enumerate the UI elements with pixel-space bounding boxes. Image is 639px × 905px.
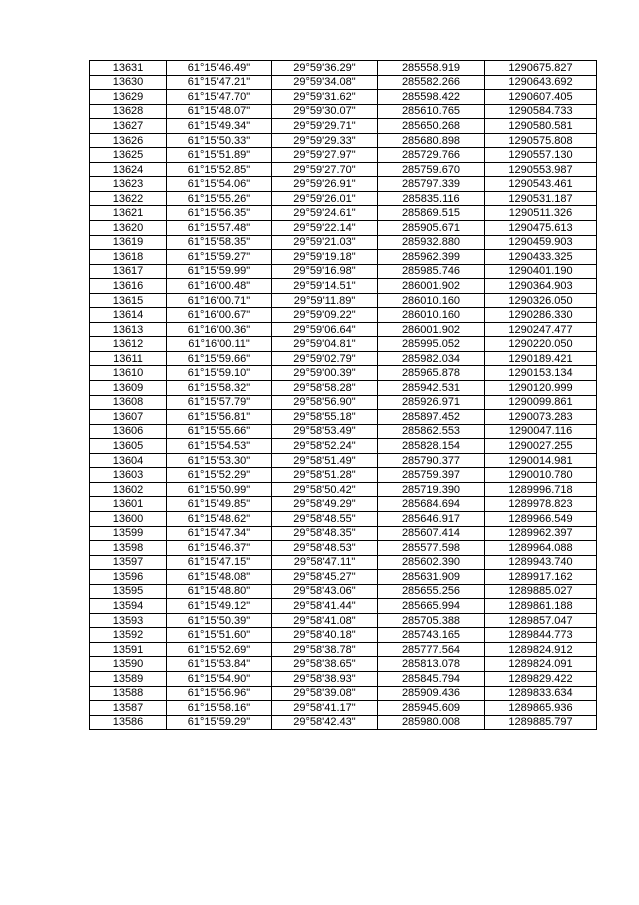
easting-cell: 285980.008 <box>378 715 485 730</box>
point-id-cell: 13629 <box>90 90 167 105</box>
table-row <box>90 541 597 556</box>
northing-cell: 1290433.325 <box>485 250 597 265</box>
point-id-cell: 13626 <box>90 133 167 148</box>
northing-cell: 1290364.903 <box>485 279 597 294</box>
northing-cell: 1290607.405 <box>485 90 597 105</box>
table-row <box>90 250 597 265</box>
table-row <box>90 715 597 730</box>
northing-cell: 1289861.188 <box>485 599 597 614</box>
northing-cell: 1289885.797 <box>485 715 597 730</box>
northing-cell: 1289829.422 <box>485 671 597 686</box>
northing-cell: 1290584.733 <box>485 104 597 119</box>
latitude-cell: 29°58'38.78" <box>272 642 378 657</box>
easting-cell: 285729.766 <box>378 148 485 163</box>
northing-cell: 1289964.088 <box>485 541 597 556</box>
longitude-cell: 61°15'53.84" <box>167 657 272 672</box>
northing-cell: 1290010.780 <box>485 468 597 483</box>
longitude-cell: 61°16'00.71" <box>167 293 272 308</box>
easting-cell: 286010.160 <box>378 308 485 323</box>
point-id-cell: 13587 <box>90 701 167 716</box>
table-row <box>90 511 597 526</box>
latitude-cell: 29°59'34.08" <box>272 75 378 90</box>
longitude-cell: 61°15'58.16" <box>167 701 272 716</box>
point-id-cell: 13599 <box>90 526 167 541</box>
easting-cell: 285828.154 <box>378 439 485 454</box>
easting-cell: 285797.339 <box>378 177 485 192</box>
northing-cell: 1290553.987 <box>485 162 597 177</box>
latitude-cell: 29°59'00.39" <box>272 366 378 381</box>
easting-cell: 285962.399 <box>378 250 485 265</box>
coordinates-table-body <box>90 61 597 730</box>
point-id-cell: 13611 <box>90 351 167 366</box>
table-row <box>90 468 597 483</box>
easting-cell: 285869.515 <box>378 206 485 221</box>
table-row <box>90 206 597 221</box>
point-id-cell: 13614 <box>90 308 167 323</box>
northing-cell: 1290675.827 <box>485 61 597 76</box>
point-id-cell: 13590 <box>90 657 167 672</box>
table-row <box>90 453 597 468</box>
latitude-cell: 29°59'19.18" <box>272 250 378 265</box>
table-row <box>90 279 597 294</box>
point-id-cell: 13586 <box>90 715 167 730</box>
latitude-cell: 29°58'48.55" <box>272 511 378 526</box>
northing-cell: 1290099.861 <box>485 395 597 410</box>
northing-cell: 1290120.999 <box>485 381 597 396</box>
table-row <box>90 526 597 541</box>
table-row <box>90 133 597 148</box>
point-id-cell: 13597 <box>90 555 167 570</box>
northing-cell: 1290643.692 <box>485 75 597 90</box>
northing-cell: 1290543.461 <box>485 177 597 192</box>
easting-cell: 286010.160 <box>378 293 485 308</box>
table-row <box>90 599 597 614</box>
latitude-cell: 29°59'24.61" <box>272 206 378 221</box>
latitude-cell: 29°58'43.06" <box>272 584 378 599</box>
northing-cell: 1289844.773 <box>485 628 597 643</box>
longitude-cell: 61°16'00.67" <box>167 308 272 323</box>
table-row <box>90 221 597 236</box>
point-id-cell: 13588 <box>90 686 167 701</box>
latitude-cell: 29°59'27.97" <box>272 148 378 163</box>
point-id-cell: 13624 <box>90 162 167 177</box>
latitude-cell: 29°59'04.81" <box>272 337 378 352</box>
easting-cell: 285985.746 <box>378 264 485 279</box>
longitude-cell: 61°15'58.35" <box>167 235 272 250</box>
latitude-cell: 29°58'39.08" <box>272 686 378 701</box>
longitude-cell: 61°16'00.11" <box>167 337 272 352</box>
easting-cell: 285607.414 <box>378 526 485 541</box>
table-row <box>90 264 597 279</box>
latitude-cell: 29°59'26.91" <box>272 177 378 192</box>
point-id-cell: 13595 <box>90 584 167 599</box>
longitude-cell: 61°16'00.48" <box>167 279 272 294</box>
table-row <box>90 148 597 163</box>
northing-cell: 1290326.050 <box>485 293 597 308</box>
table-row <box>90 119 597 134</box>
easting-cell: 285945.609 <box>378 701 485 716</box>
latitude-cell: 29°58'41.17" <box>272 701 378 716</box>
point-id-cell: 13620 <box>90 221 167 236</box>
northing-cell: 1289917.162 <box>485 570 597 585</box>
longitude-cell: 61°15'48.08" <box>167 570 272 585</box>
northing-cell: 1290220.050 <box>485 337 597 352</box>
easting-cell: 285759.397 <box>378 468 485 483</box>
longitude-cell: 61°15'55.66" <box>167 424 272 439</box>
longitude-cell: 61°15'47.34" <box>167 526 272 541</box>
longitude-cell: 61°15'54.53" <box>167 439 272 454</box>
table-row <box>90 366 597 381</box>
easting-cell: 285719.390 <box>378 482 485 497</box>
longitude-cell: 61°15'58.32" <box>167 381 272 396</box>
longitude-cell: 61°15'47.70" <box>167 90 272 105</box>
northing-cell: 1289824.091 <box>485 657 597 672</box>
point-id-cell: 13608 <box>90 395 167 410</box>
point-id-cell: 13612 <box>90 337 167 352</box>
point-id-cell: 13613 <box>90 322 167 337</box>
northing-cell: 1290401.190 <box>485 264 597 279</box>
easting-cell: 285602.390 <box>378 555 485 570</box>
latitude-cell: 29°59'29.33" <box>272 133 378 148</box>
northing-cell: 1290047.116 <box>485 424 597 439</box>
northing-cell: 1290189.421 <box>485 351 597 366</box>
table-row <box>90 686 597 701</box>
latitude-cell: 29°59'31.62" <box>272 90 378 105</box>
easting-cell: 286001.902 <box>378 279 485 294</box>
table-row <box>90 482 597 497</box>
northing-cell: 1290511.326 <box>485 206 597 221</box>
longitude-cell: 61°15'50.39" <box>167 613 272 628</box>
longitude-cell: 61°15'49.12" <box>167 599 272 614</box>
latitude-cell: 29°59'29.71" <box>272 119 378 134</box>
easting-cell: 285982.034 <box>378 351 485 366</box>
latitude-cell: 29°58'49.29" <box>272 497 378 512</box>
easting-cell: 285813.078 <box>378 657 485 672</box>
longitude-cell: 61°15'47.21" <box>167 75 272 90</box>
northing-cell: 1290247.477 <box>485 322 597 337</box>
easting-cell: 285705.388 <box>378 613 485 628</box>
table-row <box>90 308 597 323</box>
table-row <box>90 701 597 716</box>
latitude-cell: 29°59'09.22" <box>272 308 378 323</box>
point-id-cell: 13630 <box>90 75 167 90</box>
easting-cell: 285835.116 <box>378 191 485 206</box>
easting-cell: 285582.266 <box>378 75 485 90</box>
point-id-cell: 13594 <box>90 599 167 614</box>
table-row <box>90 322 597 337</box>
latitude-cell: 29°59'16.98" <box>272 264 378 279</box>
northing-cell: 1289943.740 <box>485 555 597 570</box>
northing-cell: 1290531.187 <box>485 191 597 206</box>
northing-cell: 1289996.718 <box>485 482 597 497</box>
easting-cell: 285610.765 <box>378 104 485 119</box>
easting-cell: 285965.878 <box>378 366 485 381</box>
point-id-cell: 13627 <box>90 119 167 134</box>
latitude-cell: 29°59'36.29" <box>272 61 378 76</box>
point-id-cell: 13601 <box>90 497 167 512</box>
point-id-cell: 13623 <box>90 177 167 192</box>
easting-cell: 285650.268 <box>378 119 485 134</box>
easting-cell: 285665.994 <box>378 599 485 614</box>
longitude-cell: 61°16'00.36" <box>167 322 272 337</box>
latitude-cell: 29°59'06.64" <box>272 322 378 337</box>
easting-cell: 285862.553 <box>378 424 485 439</box>
latitude-cell: 29°59'22.14" <box>272 221 378 236</box>
point-id-cell: 13628 <box>90 104 167 119</box>
easting-cell: 286001.902 <box>378 322 485 337</box>
easting-cell: 285631.909 <box>378 570 485 585</box>
point-id-cell: 13596 <box>90 570 167 585</box>
longitude-cell: 61°15'54.06" <box>167 177 272 192</box>
table-row <box>90 657 597 672</box>
longitude-cell: 61°15'56.81" <box>167 410 272 425</box>
northing-cell: 1289824.912 <box>485 642 597 657</box>
northing-cell: 1289978.823 <box>485 497 597 512</box>
latitude-cell: 29°58'38.65" <box>272 657 378 672</box>
point-id-cell: 13622 <box>90 191 167 206</box>
table-row <box>90 381 597 396</box>
easting-cell: 285684.694 <box>378 497 485 512</box>
point-id-cell: 13625 <box>90 148 167 163</box>
point-id-cell: 13606 <box>90 424 167 439</box>
point-id-cell: 13621 <box>90 206 167 221</box>
longitude-cell: 61°15'59.29" <box>167 715 272 730</box>
table-row <box>90 439 597 454</box>
longitude-cell: 61°15'59.99" <box>167 264 272 279</box>
point-id-cell: 13619 <box>90 235 167 250</box>
latitude-cell: 29°58'53.49" <box>272 424 378 439</box>
easting-cell: 285942.531 <box>378 381 485 396</box>
latitude-cell: 29°58'52.24" <box>272 439 378 454</box>
longitude-cell: 61°15'50.99" <box>167 482 272 497</box>
easting-cell: 285743.165 <box>378 628 485 643</box>
point-id-cell: 13607 <box>90 410 167 425</box>
table-row <box>90 671 597 686</box>
longitude-cell: 61°15'46.49" <box>167 61 272 76</box>
table-row <box>90 235 597 250</box>
table-row <box>90 104 597 119</box>
latitude-cell: 29°59'30.07" <box>272 104 378 119</box>
longitude-cell: 61°15'59.66" <box>167 351 272 366</box>
northing-cell: 1290014.981 <box>485 453 597 468</box>
point-id-cell: 13589 <box>90 671 167 686</box>
longitude-cell: 61°15'48.07" <box>167 104 272 119</box>
northing-cell: 1290459.903 <box>485 235 597 250</box>
table-row <box>90 75 597 90</box>
latitude-cell: 29°58'56.90" <box>272 395 378 410</box>
table-row <box>90 424 597 439</box>
table-row <box>90 613 597 628</box>
point-id-cell: 13604 <box>90 453 167 468</box>
northing-cell: 1290575.808 <box>485 133 597 148</box>
latitude-cell: 29°59'26.01" <box>272 191 378 206</box>
latitude-cell: 29°58'51.49" <box>272 453 378 468</box>
longitude-cell: 61°15'54.90" <box>167 671 272 686</box>
longitude-cell: 61°15'51.60" <box>167 628 272 643</box>
longitude-cell: 61°15'48.80" <box>167 584 272 599</box>
northing-cell: 1290073.283 <box>485 410 597 425</box>
easting-cell: 285777.564 <box>378 642 485 657</box>
easting-cell: 285558.919 <box>378 61 485 76</box>
table-row <box>90 162 597 177</box>
easting-cell: 285905.671 <box>378 221 485 236</box>
easting-cell: 285577.598 <box>378 541 485 556</box>
easting-cell: 285646.917 <box>378 511 485 526</box>
longitude-cell: 61°15'59.27" <box>167 250 272 265</box>
point-id-cell: 13603 <box>90 468 167 483</box>
longitude-cell: 61°15'57.79" <box>167 395 272 410</box>
easting-cell: 285909.436 <box>378 686 485 701</box>
latitude-cell: 29°59'21.03" <box>272 235 378 250</box>
northing-cell: 1289857.047 <box>485 613 597 628</box>
easting-cell: 285897.452 <box>378 410 485 425</box>
longitude-cell: 61°15'56.96" <box>167 686 272 701</box>
point-id-cell: 13610 <box>90 366 167 381</box>
latitude-cell: 29°58'48.53" <box>272 541 378 556</box>
coordinates-table <box>89 60 597 730</box>
easting-cell: 285790.377 <box>378 453 485 468</box>
point-id-cell: 13598 <box>90 541 167 556</box>
northing-cell: 1290580.581 <box>485 119 597 134</box>
point-id-cell: 13609 <box>90 381 167 396</box>
latitude-cell: 29°58'55.18" <box>272 410 378 425</box>
easting-cell: 285845.794 <box>378 671 485 686</box>
easting-cell: 285995.052 <box>378 337 485 352</box>
northing-cell: 1289885.027 <box>485 584 597 599</box>
point-id-cell: 13602 <box>90 482 167 497</box>
easting-cell: 285759.670 <box>378 162 485 177</box>
point-id-cell: 13591 <box>90 642 167 657</box>
latitude-cell: 29°58'42.43" <box>272 715 378 730</box>
latitude-cell: 29°58'41.44" <box>272 599 378 614</box>
longitude-cell: 61°15'46.37" <box>167 541 272 556</box>
point-id-cell: 13615 <box>90 293 167 308</box>
longitude-cell: 61°15'52.69" <box>167 642 272 657</box>
easting-cell: 285932.880 <box>378 235 485 250</box>
table-row <box>90 628 597 643</box>
table-row <box>90 642 597 657</box>
latitude-cell: 29°59'14.51" <box>272 279 378 294</box>
table-row <box>90 584 597 599</box>
northing-cell: 1289865.936 <box>485 701 597 716</box>
northing-cell: 1289833.634 <box>485 686 597 701</box>
table-row <box>90 555 597 570</box>
table-row <box>90 395 597 410</box>
easting-cell: 285598.422 <box>378 90 485 105</box>
latitude-cell: 29°59'27.70" <box>272 162 378 177</box>
table-row <box>90 191 597 206</box>
table-row <box>90 177 597 192</box>
longitude-cell: 61°15'57.48" <box>167 221 272 236</box>
northing-cell: 1290286.330 <box>485 308 597 323</box>
easting-cell: 285655.256 <box>378 584 485 599</box>
latitude-cell: 29°58'48.35" <box>272 526 378 541</box>
latitude-cell: 29°58'41.08" <box>272 613 378 628</box>
longitude-cell: 61°15'53.30" <box>167 453 272 468</box>
longitude-cell: 61°15'51.89" <box>167 148 272 163</box>
longitude-cell: 61°15'47.15" <box>167 555 272 570</box>
northing-cell: 1290475.613 <box>485 221 597 236</box>
northing-cell: 1290557.130 <box>485 148 597 163</box>
table-row <box>90 90 597 105</box>
latitude-cell: 29°58'38.93" <box>272 671 378 686</box>
latitude-cell: 29°58'47.11" <box>272 555 378 570</box>
longitude-cell: 61°15'48.62" <box>167 511 272 526</box>
point-id-cell: 13600 <box>90 511 167 526</box>
easting-cell: 285926.971 <box>378 395 485 410</box>
longitude-cell: 61°15'49.34" <box>167 119 272 134</box>
latitude-cell: 29°58'40.18" <box>272 628 378 643</box>
table-row <box>90 497 597 512</box>
table-row <box>90 351 597 366</box>
longitude-cell: 61°15'59.10" <box>167 366 272 381</box>
latitude-cell: 29°59'02.79" <box>272 351 378 366</box>
table-row <box>90 570 597 585</box>
longitude-cell: 61°15'52.29" <box>167 468 272 483</box>
latitude-cell: 29°58'58.28" <box>272 381 378 396</box>
longitude-cell: 61°15'49.85" <box>167 497 272 512</box>
northing-cell: 1290153.134 <box>485 366 597 381</box>
northing-cell: 1289962.397 <box>485 526 597 541</box>
point-id-cell: 13618 <box>90 250 167 265</box>
table-row <box>90 410 597 425</box>
point-id-cell: 13605 <box>90 439 167 454</box>
longitude-cell: 61°15'55.26" <box>167 191 272 206</box>
easting-cell: 285680.898 <box>378 133 485 148</box>
point-id-cell: 13617 <box>90 264 167 279</box>
point-id-cell: 13616 <box>90 279 167 294</box>
latitude-cell: 29°59'11.89" <box>272 293 378 308</box>
northing-cell: 1290027.255 <box>485 439 597 454</box>
latitude-cell: 29°58'50.42" <box>272 482 378 497</box>
table-row <box>90 337 597 352</box>
latitude-cell: 29°58'45.27" <box>272 570 378 585</box>
northing-cell: 1289966.549 <box>485 511 597 526</box>
point-id-cell: 13593 <box>90 613 167 628</box>
point-id-cell: 13631 <box>90 61 167 76</box>
latitude-cell: 29°58'51.28" <box>272 468 378 483</box>
table-row <box>90 61 597 76</box>
table-row <box>90 293 597 308</box>
longitude-cell: 61°15'52.85" <box>167 162 272 177</box>
longitude-cell: 61°15'56.35" <box>167 206 272 221</box>
point-id-cell: 13592 <box>90 628 167 643</box>
longitude-cell: 61°15'50.33" <box>167 133 272 148</box>
